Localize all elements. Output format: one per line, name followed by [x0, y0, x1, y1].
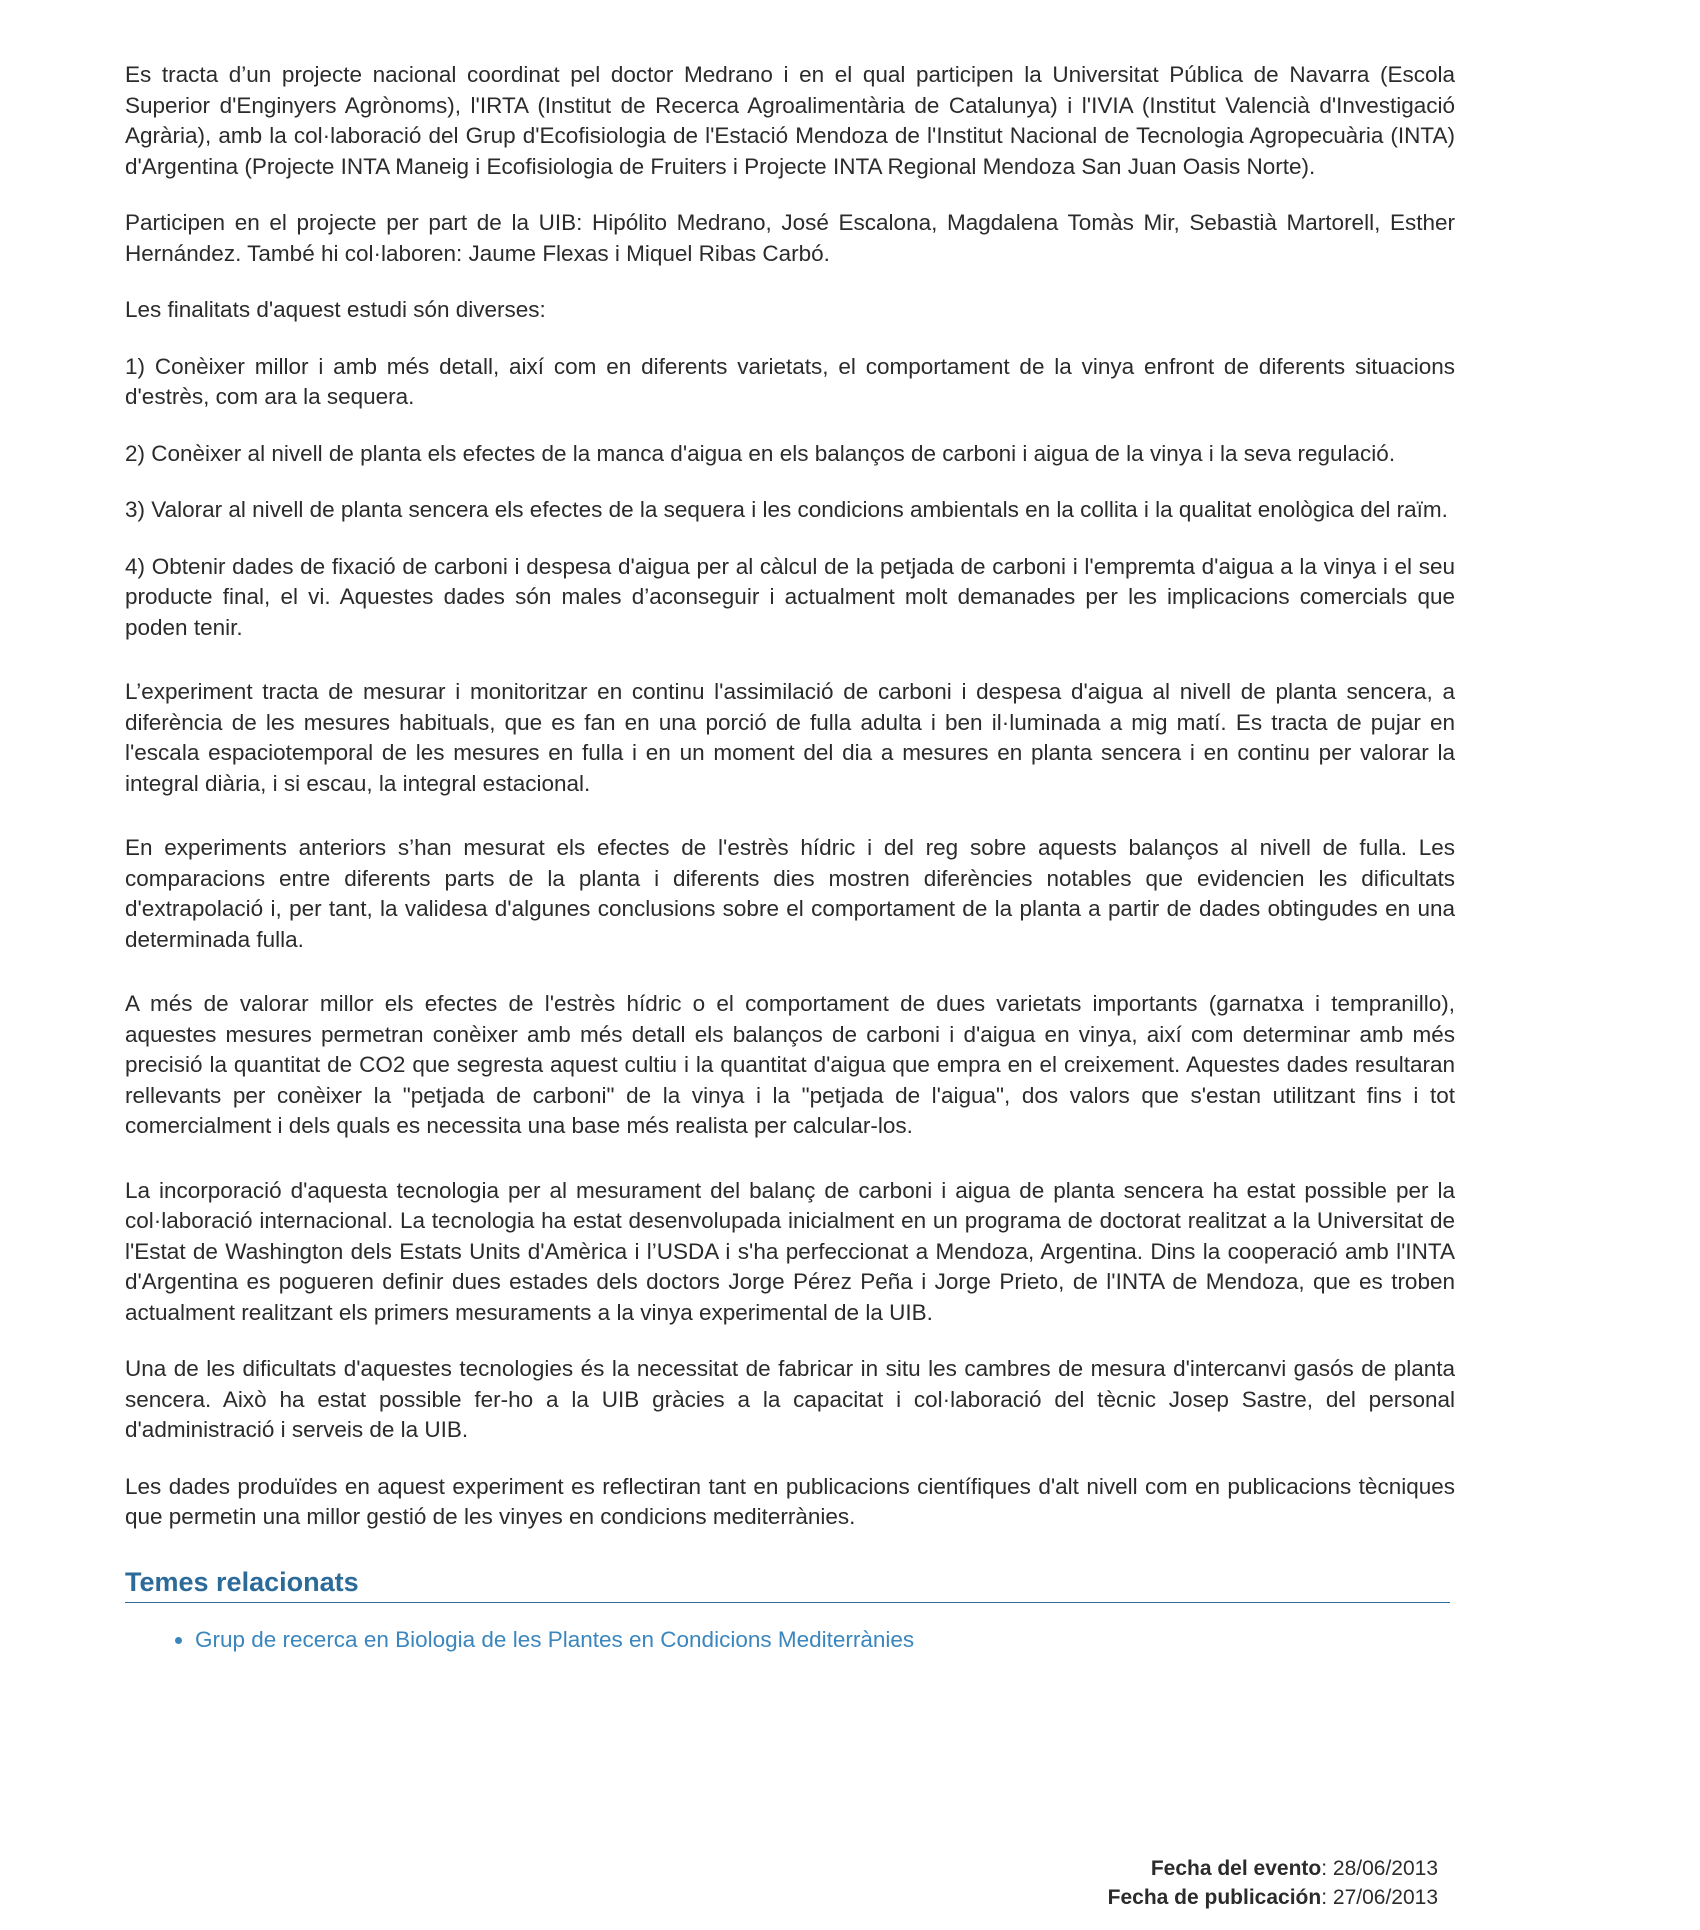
paragraph-difficulties: Una de les dificultats d'aquestes tecnologies és la necessitat de fabricar in situ les cambres de mesura d'intercanvi gasós de planta sencera. Això ha estat possible fer-ho a la UIB gràcies a la capacitat i col·laboració del tècnic Josep Sastre, del personal d'administració i serveis de la UIB. [125, 1356, 1455, 1442]
publication-date-row: Fecha de publicación: 27/06/2013 [1107, 1886, 1438, 1909]
related-topics-heading: Temes relacionats [125, 1567, 1450, 1603]
event-date-value: 28/06/2013 [1332, 1857, 1438, 1880]
paragraph-goal-3: 3) Valorar al nivell de planta sencera els efectes de la sequera i les condicions ambientals en la collita i la qualitat enològica del raïm. [125, 497, 1448, 522]
paragraph-goal-2: 2) Conèixer al nivell de planta els efectes de la manca d'aigua en els balanços de carboni i aigua de la vinya i la seva regulació. [125, 440, 1396, 466]
event-date-row: Fecha del evento: 28/06/2013 [1150, 1857, 1438, 1880]
paragraph-goal-1: 1) Conèixer millor i amb més detall, així com en diferents varietats, el comportament de la vinya enfront de diferents situacions d'estrès, com ara la sequera. [125, 353, 1455, 409]
paragraph-intro: Es tracta d’un projecte nacional coordinat pel doctor Medrano i en el qual participen la Universitat Pública de Navarra (Escola Superior d'Enginyers Agrònoms), l'IRTA (Institut de Recerca Agroalimentària de Catalunya) i l'IVIA (Institut Valencià d'Investigació Agrària), amb la col·laboració del Grup d'Ecofisiologia de l'Estació Mendoza de l'Institut Nacional de Tecnologia Agropecuària (INTA) d'Argentina (Projecte INTA Maneig i Ecofisiologia de Fruiters i Projecte INTA Regional Mendoza San Juan Oasis Norte). [125, 62, 1455, 179]
publication-date-label: Fecha de publicación [1107, 1886, 1322, 1909]
event-date-label: Fecha del evento [1150, 1857, 1322, 1880]
list-item [195, 1625, 1450, 1655]
related-topics-section [125, 1567, 1450, 1655]
publication-date-value: 27/06/2013 [1332, 1886, 1438, 1909]
article-dates [1108, 1854, 1438, 1912]
paragraph-publications: Les dades produïdes en aquest experiment es reflectiran tant en publicacions científiques d'alt nivell com en publicacions tècniques que permetin una millor gestió de les vinyes en condicions mediterrànies. [125, 1473, 1455, 1529]
paragraph-experiment: L’experiment tracta de mesurar i monitoritzar en continu l'assimilació de carboni i despesa d'aigua al nivell de planta sencera, a diferència de les mesures habituals, que es fan en una porció de fulla adulta i ben il·luminada a mig matí. Es tracta de pujar en l'escala espaciotemporal de les mesures en fulla i en un moment del dia a mesures en planta sencera i en continu per valorar la integral diària, i si escau, la integral estacional. [125, 679, 1455, 796]
paragraph-goal-4: 4) Obtenir dades de fixació de carboni i despesa d'aigua per al càlcul de la petjada de carboni i l'empremta d'aigua a la vinya i el seu producte final, el vi. Aquestes dades són males d’aconseguir i actualment molt demanades per les implicacions comercials que poden tenir. [125, 553, 1455, 640]
paragraph-previous-experiments: En experiments anteriors s’han mesurat els efectes de l'estrès hídric i del reg sobre aquests balanços al nivell de fulla. Les comparacions entre diferents parts de la planta i diferents dies mostren diferències notables que evidencien les dificultats d'extrapolació i, per tant, la validesa d'algunes conclusions sobre el comportament de la planta a partir de dades obtingudes en una determinada fulla. [125, 835, 1455, 952]
paragraph-goals-intro: Les finalitats d'aquest estudi són diverses: [125, 297, 546, 322]
paragraph-participants: Participen en el projecte per part de la UIB: Hipólito Medrano, José Escalona, Magdalena Tomàs Mir, Sebastià Martorell, Esther Hernández. També hi col·laboren: Jaume Flexas i Miquel Ribas Carbó. [125, 210, 1455, 266]
paragraph-benefits: A més de valorar millor els efectes de l'estrès hídric o el comportament de dues varietats importants (garnatxa i tempranillo), aquestes mesures permetran conèixer amb més detall els balanços de carboni i d'aigua en vinya, així com determinar amb més precisió la quantitat de CO2 que segresta aquest cultiu i la quantitat d'aigua que empra en el creixement. Aquestes dades resultaran rellevants per conèixer la "petjada de carboni" de la vinya i la "petjada de l'aigua", dos valors que s'estan utilitzant fins i tot comercialment i dels quals es necessita una base més realista per calcular-los. [125, 991, 1455, 1138]
related-topics-list [125, 1625, 1450, 1655]
related-topic-link[interactable]: Grup de recerca en Biologia de les Plantes en Condicions Mediterrànies [195, 1626, 915, 1652]
article-body [125, 60, 1455, 1655]
paragraph-technology: La incorporació d'aquesta tecnologia per al mesurament del balanç de carboni i aigua de planta sencera ha estat possible per la col·laboració internacional. La tecnologia ha estat desenvolupada inicialment en un programa de doctorat realitzat a la Universitat de l'Estat de Washington dels Estats Units d'Amèrica i l’USDA i s'ha perfeccionat a Mendoza, Argentina. Dins la cooperació amb l'INTA d'Argentina es pogueren definir dues estades dels doctors Jorge Pérez Peña i Jorge Prieto, de l'INTA de Mendoza, que es troben actualment realitzant els primers mesuraments a la vinya experimental de la UIB. [125, 1177, 1455, 1325]
